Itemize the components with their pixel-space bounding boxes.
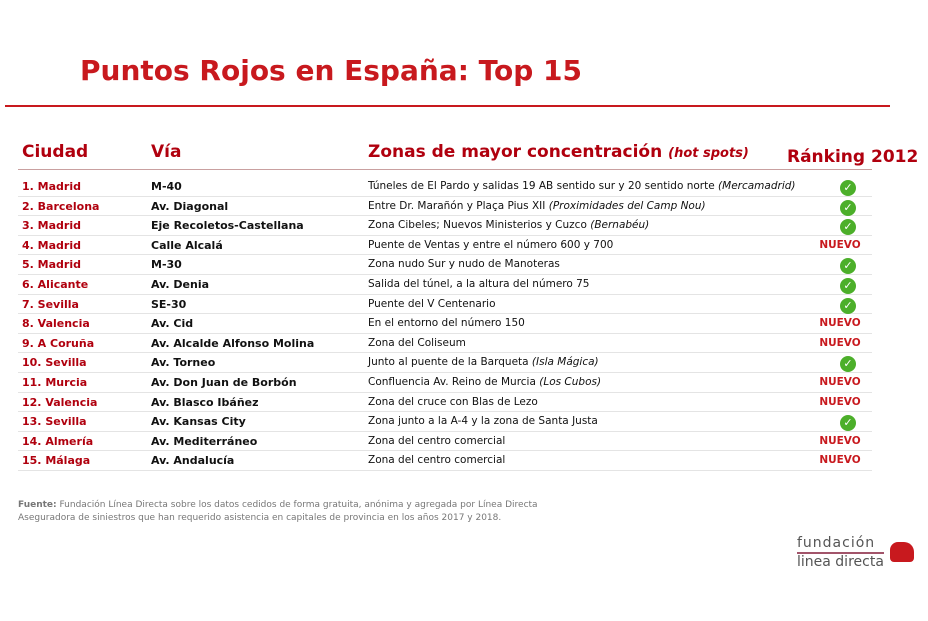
table-row: [18, 177, 872, 197]
row-ciudad: 4. Madrid: [22, 238, 81, 252]
row-zona: [368, 337, 466, 349]
ranking-table: [18, 177, 872, 471]
row-zona: [368, 435, 505, 447]
table-row: [18, 353, 872, 373]
row-zona: [368, 415, 598, 427]
header-ciudad: Ciudad: [22, 142, 89, 162]
row-zona: [368, 219, 649, 231]
row-via: Calle Alcalá: [151, 238, 223, 252]
row-zona: [368, 376, 601, 388]
row-zona-text: Túneles de El Pardo y salidas 19 AB sentido sur y 20 sentido norte: [368, 180, 715, 192]
table-row: [18, 275, 872, 295]
header-via: Vía: [151, 142, 182, 162]
row-ciudad: 5. Madrid: [22, 258, 81, 272]
row-ciudad: 1. Madrid: [22, 180, 81, 193]
table-row: [18, 412, 872, 432]
row-ranking: NUEVO: [819, 336, 861, 349]
table-row: [18, 432, 872, 452]
row-zona-text: En el entorno del número 150: [368, 317, 525, 330]
logo-line2: linea directa: [797, 554, 884, 570]
row-zona-note: (Isla Mágica): [531, 356, 599, 369]
row-ciudad: 14. Almería: [22, 434, 94, 448]
row-via: Av. Torneo: [151, 356, 216, 370]
row-ranking: NUEVO: [819, 395, 861, 408]
row-zona: [368, 454, 505, 466]
row-zona: [368, 180, 796, 192]
row-via: Av. Mediterráneo: [151, 434, 258, 448]
row-ranking: NUEVO: [819, 434, 861, 447]
row-ciudad: 15. Málaga: [22, 454, 91, 468]
row-via: M-30: [151, 258, 182, 272]
row-zona-text: Puente de Ventas y entre el número 600 y 700: [368, 238, 614, 251]
row-via: Av. Cid: [151, 317, 194, 331]
check-icon: ✓: [840, 180, 856, 196]
table-row: [18, 197, 872, 217]
row-ciudad: 11. Murcia: [22, 375, 88, 389]
table-row: [18, 295, 872, 315]
car-logo-icon: [890, 542, 914, 562]
row-zona: [368, 396, 538, 408]
header-ranking: Ránking 2012: [787, 147, 919, 167]
header-zonas: [368, 142, 749, 162]
header-divider: [18, 169, 872, 170]
row-zona-text: Salida del túnel, a la altura del número 75: [368, 277, 590, 290]
row-ciudad: 10. Sevilla: [22, 356, 87, 370]
row-ciudad: 9. A Coruña: [22, 336, 95, 350]
row-ciudad: 13. Sevilla: [22, 415, 87, 429]
row-via: Av. Don Juan de Borbón: [151, 375, 297, 389]
row-via: Av. Diagonal: [151, 199, 229, 213]
logo-line1: fundación: [797, 535, 884, 554]
source-note: [18, 499, 538, 525]
check-icon: ✓: [840, 219, 856, 235]
check-icon: ✓: [840, 258, 856, 274]
fundacion-logo: [797, 535, 884, 571]
title-divider: [5, 105, 890, 107]
row-zona: [368, 356, 599, 368]
row-zona: [368, 258, 560, 270]
row-ciudad: 7. Sevilla: [22, 297, 79, 311]
row-zona-text: Zona junto a la A-4 y la zona de Santa Justa: [368, 415, 598, 428]
row-zona-note: (Bernabéu): [590, 219, 650, 232]
row-via: SE-30: [151, 297, 187, 311]
table-row: [18, 255, 872, 275]
table-row: [18, 373, 872, 393]
table-row: [18, 393, 872, 413]
row-zona-text: Confluencia Av. Reino de Murcia: [368, 375, 536, 388]
table-row: [18, 451, 872, 471]
row-ranking: NUEVO: [819, 375, 861, 388]
check-icon: ✓: [840, 278, 856, 294]
row-ciudad: 6. Alicante: [22, 277, 89, 291]
row-zona-text: Zona del centro comercial: [368, 454, 506, 467]
row-ranking: NUEVO: [819, 454, 861, 467]
header-zonas-note: (hot spots): [668, 146, 749, 161]
check-icon: ✓: [840, 356, 856, 372]
row-zona-text: Junto al puente de la Barqueta: [368, 356, 529, 369]
row-zona: [368, 200, 706, 212]
row-zona-note: (Proximidades del Camp Nou): [548, 199, 706, 212]
check-icon: ✓: [840, 415, 856, 431]
table-row: [18, 216, 872, 236]
row-via: Av. Alcalde Alfonso Molina: [151, 336, 315, 350]
row-zona: [368, 239, 613, 251]
source-line2: Aseguradora de siniestros que han requerido asistencia en capitales de provincia en los años 2017 y 2018.: [18, 513, 502, 523]
check-icon: ✓: [840, 298, 856, 314]
table-row: [18, 314, 872, 334]
row-via: Av. Andalucía: [151, 454, 235, 468]
source-line1: Fundación Línea Directa sobre los datos cedidos de forma gratuita, anónima y agregada por Línea Directa: [59, 500, 538, 510]
table-row: [18, 236, 872, 256]
row-zona: [368, 278, 590, 290]
header-zonas-label: Zonas de mayor concentración: [368, 142, 663, 162]
row-via: M-40: [151, 180, 182, 193]
row-ciudad: 3. Madrid: [22, 219, 81, 233]
row-ciudad: 12. Valencia: [22, 395, 98, 409]
row-zona-text: Zona del cruce con Blas de Lezo: [368, 395, 538, 408]
table-row: [18, 334, 872, 354]
row-zona-text: Zona Cibeles; Nuevos Ministerios y Cuzco: [368, 219, 587, 232]
row-ciudad: 2. Barcelona: [22, 199, 100, 213]
row-via: Av. Kansas City: [151, 415, 246, 429]
row-via: Av. Denia: [151, 277, 210, 291]
row-zona: [368, 317, 525, 329]
row-via: Av. Blasco Ibáñez: [151, 395, 259, 409]
row-zona-note: (Mercamadrid): [718, 180, 796, 192]
row-zona-text: Puente del V Centenario: [368, 297, 496, 310]
check-icon: ✓: [840, 200, 856, 216]
row-zona-text: Zona nudo Sur y nudo de Manoteras: [368, 258, 560, 271]
row-ciudad: 8. Valencia: [22, 317, 90, 331]
row-zona: [368, 298, 496, 310]
row-zona-text: Zona del Coliseum: [368, 336, 466, 349]
row-zona-text: Zona del centro comercial: [368, 434, 506, 447]
row-via: Eje Recoletos-Castellana: [151, 219, 304, 233]
source-label: Fuente:: [18, 500, 57, 510]
row-zona-text: Entre Dr. Marañón y Plaça Pius XII: [368, 199, 546, 212]
row-ranking: NUEVO: [819, 317, 861, 330]
row-zona-note: (Los Cubos): [539, 375, 602, 388]
page-title: Puntos Rojos en España: Top 15: [80, 54, 583, 87]
row-ranking: NUEVO: [819, 238, 861, 251]
